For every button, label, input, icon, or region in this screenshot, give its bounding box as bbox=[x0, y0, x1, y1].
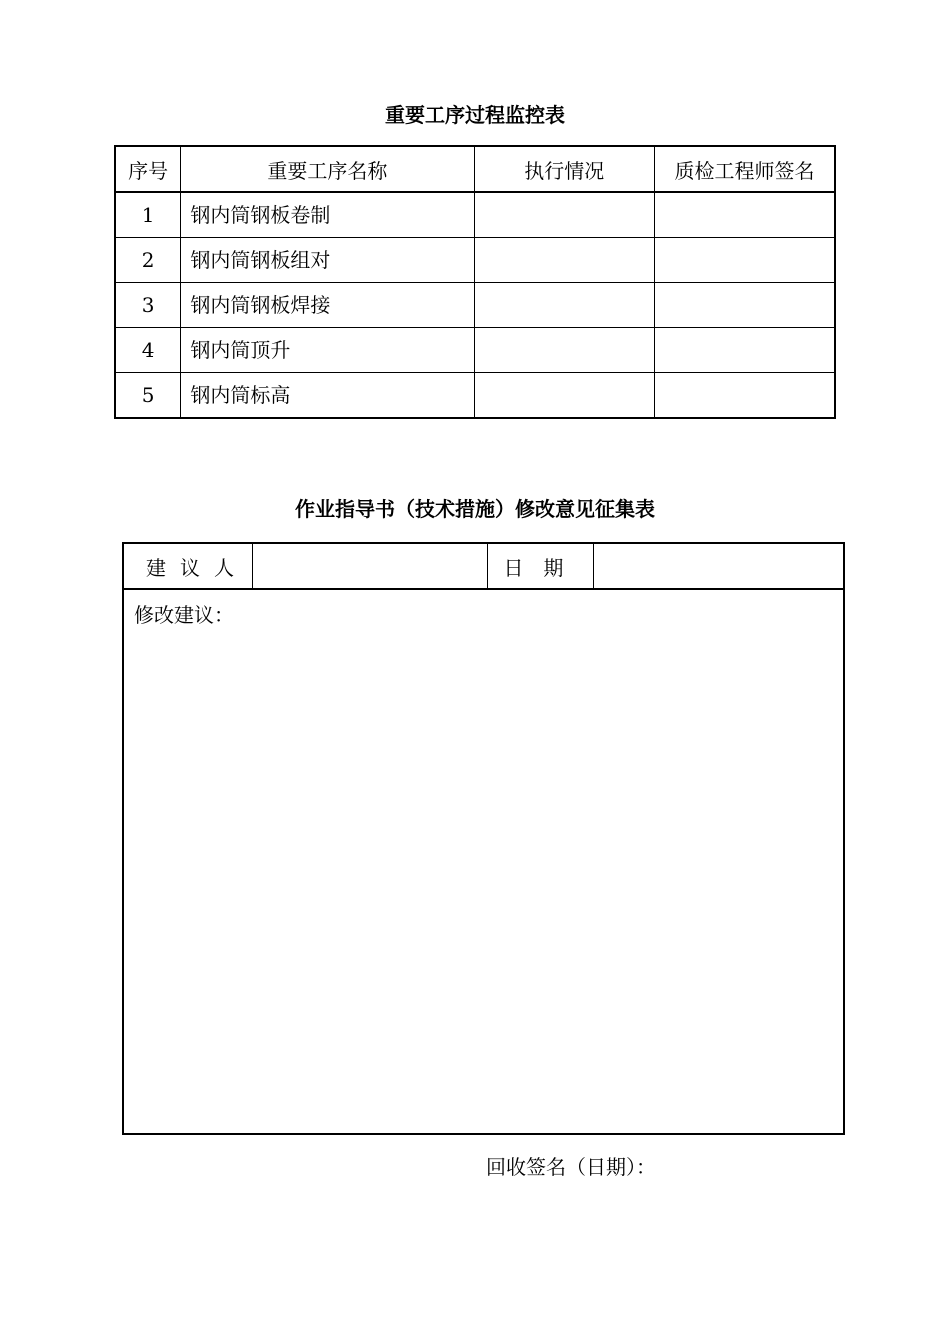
suggestion-body-row bbox=[123, 589, 844, 1134]
row-number: 2 bbox=[115, 238, 181, 283]
process-name: 钢内筒钢板焊接 bbox=[181, 283, 474, 328]
process-name: 钢内筒顶升 bbox=[181, 328, 474, 373]
status-cell[interactable] bbox=[474, 192, 654, 238]
date-field[interactable] bbox=[594, 543, 844, 589]
column-header-status: 执行情况 bbox=[474, 146, 654, 192]
signature-cell[interactable] bbox=[654, 192, 835, 238]
column-header-signature: 质检工程师签名 bbox=[654, 146, 835, 192]
suggestion-table bbox=[122, 542, 845, 1135]
signature-cell[interactable] bbox=[654, 238, 835, 283]
row-number: 4 bbox=[115, 328, 181, 373]
proposer-label: 建议人 bbox=[123, 543, 253, 589]
table-header-row bbox=[115, 146, 835, 192]
row-number: 1 bbox=[115, 192, 181, 238]
signature-cell[interactable] bbox=[654, 283, 835, 328]
suggestion-area[interactable] bbox=[123, 589, 844, 1134]
suggestion-label: 修改建议： bbox=[134, 603, 234, 627]
table-row bbox=[115, 328, 835, 373]
row-number: 5 bbox=[115, 373, 181, 419]
signature-cell[interactable] bbox=[654, 328, 835, 373]
receipt-signature-label: 回收签名（日期）： bbox=[486, 1155, 656, 1179]
status-cell[interactable] bbox=[474, 328, 654, 373]
proposer-field[interactable] bbox=[253, 543, 488, 589]
status-cell[interactable] bbox=[474, 373, 654, 419]
date-label: 日 期 bbox=[488, 543, 594, 589]
process-name: 钢内筒钢板组对 bbox=[181, 238, 474, 283]
status-cell[interactable] bbox=[474, 283, 654, 328]
signature-cell[interactable] bbox=[654, 373, 835, 419]
row-number: 3 bbox=[115, 283, 181, 328]
table-row bbox=[115, 283, 835, 328]
process-monitor-table bbox=[114, 145, 836, 419]
suggestion-header-row bbox=[123, 543, 844, 589]
table-row bbox=[115, 238, 835, 283]
table-row bbox=[115, 373, 835, 419]
status-cell[interactable] bbox=[474, 238, 654, 283]
table-row bbox=[115, 192, 835, 238]
column-header-process-name: 重要工序名称 bbox=[181, 146, 474, 192]
column-header-no: 序号 bbox=[115, 146, 181, 192]
process-name: 钢内筒标高 bbox=[181, 373, 474, 419]
process-name: 钢内筒钢板卷制 bbox=[181, 192, 474, 238]
suggestion-form-title: 作业指导书（技术措施）修改意见征集表 bbox=[295, 497, 655, 521]
monitor-form-title: 重要工序过程监控表 bbox=[385, 103, 565, 127]
